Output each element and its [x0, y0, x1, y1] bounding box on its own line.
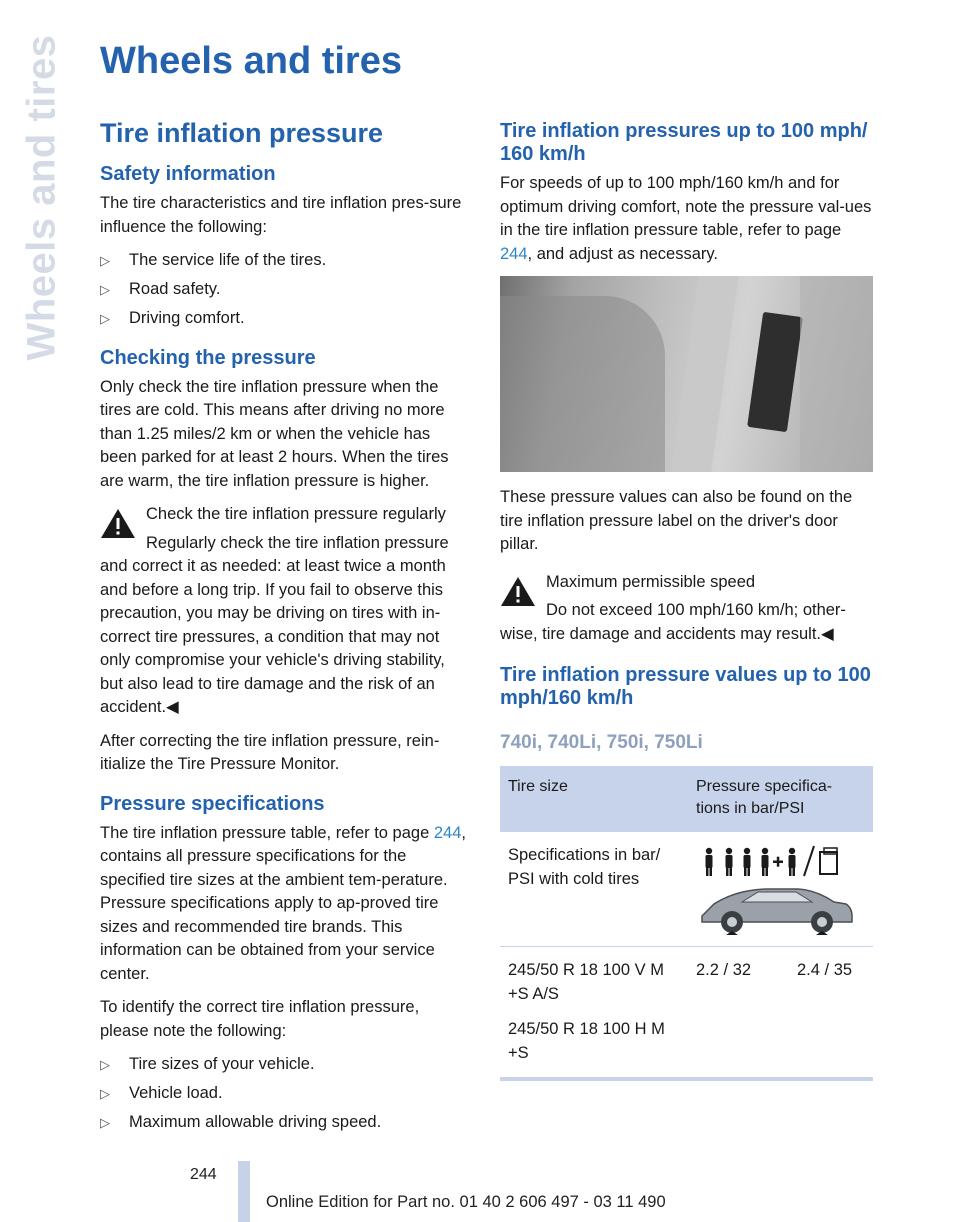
triangle-bullet-icon: ▷: [100, 1115, 110, 1130]
table-cell: Specifications in bar/ PSI with cold tires: [508, 846, 661, 888]
safety-intro: The tire characteristics and tire inflation pres-sure influence the following:: [100, 194, 462, 236]
table-cell: 2.4 / 35: [789, 947, 873, 1080]
checking-text: Only check the tire inflation pressure when the tires are cold. This means after driving no more than 1.25 miles/2 km or when the vehicle has been parked for at least 2 hours. When the tires are warm, the tire inflation pressure is higher.: [100, 377, 449, 490]
list-item: ▷ Maximum allowable driving speed.: [100, 1111, 470, 1135]
list-item: ▷ Tire sizes of your vehicle.: [100, 1053, 470, 1077]
safety-list: [100, 249, 470, 331]
list-item: ▷ Road safety.: [100, 278, 470, 302]
list-item: ▷ Driving comfort.: [100, 307, 470, 331]
page-link[interactable]: 244: [500, 244, 528, 263]
table-header-cell: Pressure specifica-tions in bar/PSI: [688, 766, 873, 832]
after-correcting-text: After correcting the tire inflation pressure, rein-itialize the Tire Pressure Monitor.: [100, 731, 440, 773]
warning-block-max-speed: [500, 571, 875, 647]
label-location-text: These pressure values can also be found on the tire inflation pressure label on the driver's door pillar.: [500, 488, 853, 553]
photo-seat-shape: [500, 296, 665, 472]
footer-divider-bar: [238, 1161, 250, 1222]
table-row: [500, 947, 873, 1080]
side-chapter-tab: [18, 34, 66, 360]
heading-pressures-up-to-100: Tire inflation pressures up to 100 mph/ 160 km/h: [500, 120, 868, 165]
warning-block-check-pressure: [100, 503, 470, 720]
page-title: Wheels and tires: [100, 40, 402, 82]
warning-triangle-icon: [500, 575, 536, 607]
table-cell: [500, 947, 688, 1080]
heading-safety-information: Safety information: [100, 163, 276, 185]
left-column: [100, 118, 470, 1145]
tire-size: 245/50 R 18 100 V M +S A/S: [508, 961, 664, 1003]
heading-models: 740i, 740Li, 750i, 750Li: [500, 732, 703, 753]
table-header-cell: Tire size: [500, 766, 688, 832]
photo-door-shape: [800, 276, 873, 472]
heading-tire-inflation-pressure: Tire inflation pressure: [100, 118, 384, 148]
triangle-bullet-icon: ▷: [100, 311, 110, 326]
list-item: ▷ Vehicle load.: [100, 1082, 470, 1106]
side-chapter-tab-label: Wheels and tires: [19, 34, 64, 360]
identify-list: [100, 1053, 470, 1135]
photo-pillar-shape: [671, 276, 739, 472]
list-item: ▷ The service life of the tires.: [100, 249, 470, 273]
page-link[interactable]: 244: [433, 823, 462, 842]
table-cell: 2.2 / 32: [688, 947, 789, 1080]
triangle-bullet-icon: ▷: [100, 282, 110, 297]
table-cell: [688, 832, 873, 947]
vehicle-load-icon: [696, 844, 856, 938]
table-header-row: [500, 766, 873, 832]
photo-pressure-label-shape: [747, 312, 803, 432]
warning-text: Do not exceed 100 mph/160 km/h; other-wise, tire damage and accidents may result.◀: [500, 601, 846, 643]
page-number: 244: [190, 1166, 217, 1183]
triangle-bullet-icon: ▷: [100, 253, 110, 268]
heading-checking-pressure: Checking the pressure: [100, 346, 316, 369]
specs-text: The tire inflation pressure table, refer to page 244, contains all pressure specifications for the specified tire sizes at the ambient tem-perature. Pressure specifications apply to ap-proved tire sizes and recommended tire brands. This information can be obtained from your service center.: [100, 823, 466, 983]
heading-pressure-values: Tire inflation pressure values up to 100 mph/160 km/h: [500, 664, 871, 709]
pressure-table: [500, 766, 873, 1081]
identify-intro: To identify the correct tire inflation pressure, please note the following:: [100, 998, 420, 1040]
edition-footer: Online Edition for Part no. 01 40 2 606 497 - 03 11 490: [266, 1193, 666, 1211]
warning-title: Maximum permissible speed: [546, 572, 756, 591]
right-column: [500, 120, 875, 1081]
triangle-bullet-icon: ▷: [100, 1057, 110, 1072]
tire-size: 245/50 R 18 100 H M +S: [508, 1020, 665, 1062]
warning-text: Regularly check the tire inflation pressure and correct it as needed: at least twice a month and before a long trip. If you fail to observe this precaution, you may be driving on tires with in-correct tire pressures, a condition that may not only compromise your vehicle's driving stability, but also lead to tire damage and the risk of an accident.◀: [100, 533, 449, 716]
door-pillar-photo: [500, 276, 873, 472]
warning-triangle-icon: [100, 507, 136, 539]
triangle-bullet-icon: ▷: [100, 1086, 110, 1101]
table-row: [500, 832, 873, 947]
warning-title: Check the tire inflation pressure regularly: [146, 505, 446, 523]
heading-pressure-specifications: Pressure specifications: [100, 792, 325, 815]
up-to-100-text: For speeds of up to 100 mph/160 km/h and for optimum driving comfort, note the pressure val-ues in the tire inflation pressure table, refer to page 244, and adjust as necessary.: [500, 174, 872, 263]
